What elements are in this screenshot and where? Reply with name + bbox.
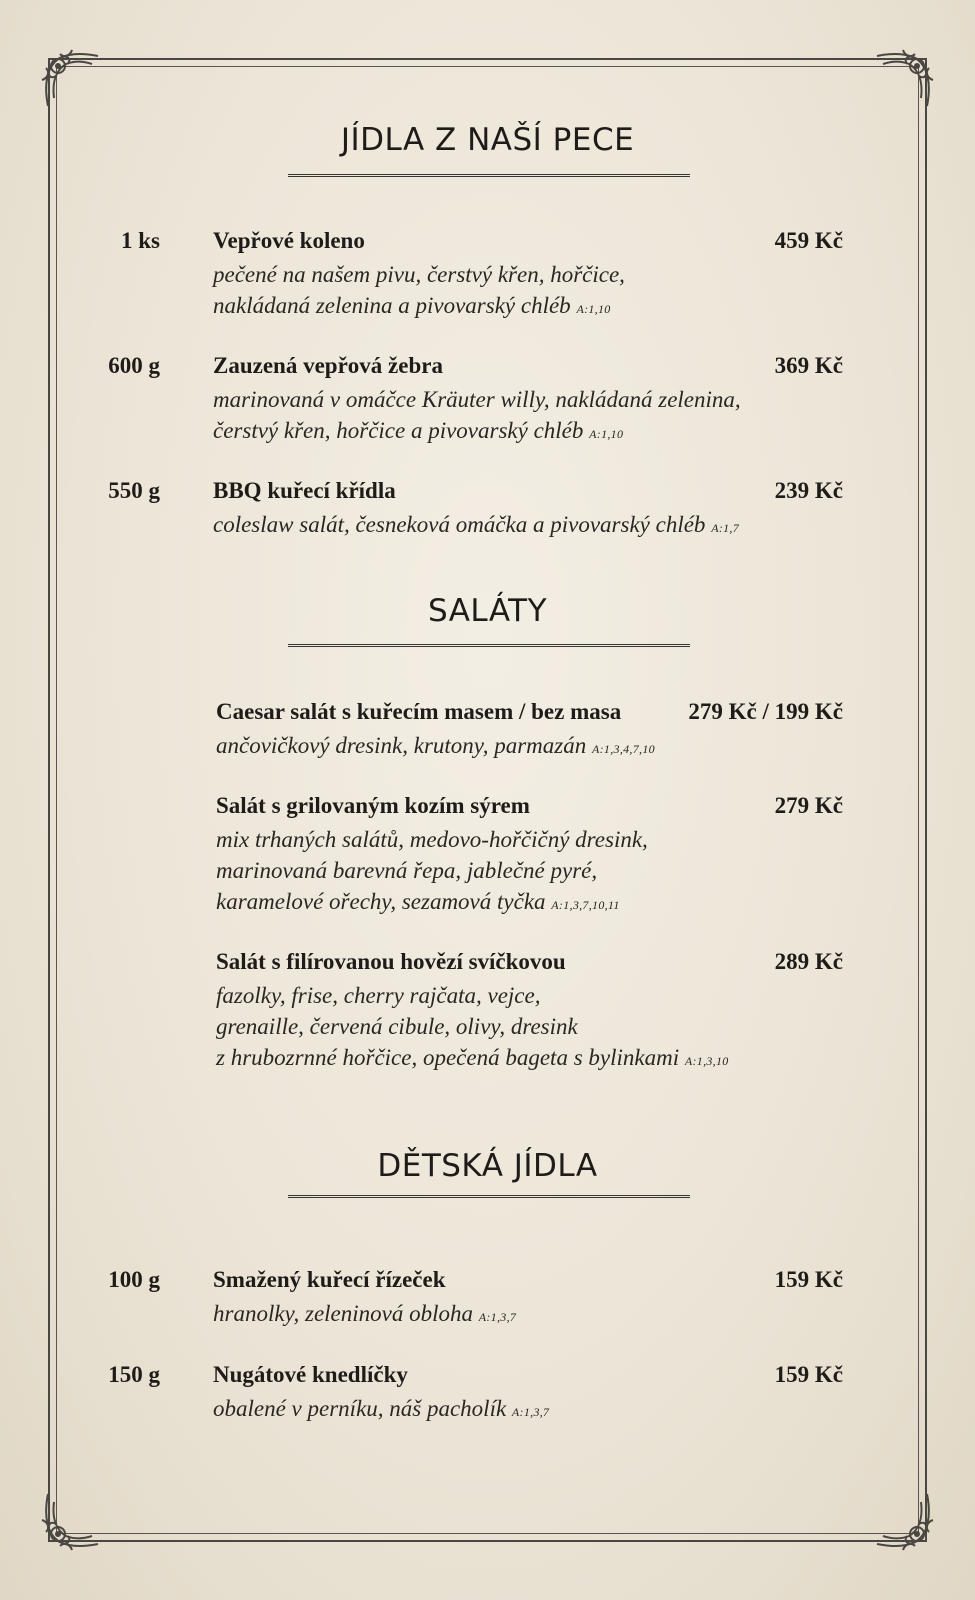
section-divider (288, 1195, 690, 1198)
item-allergens: A:1,3,7,10,11 (551, 898, 620, 912)
item-description-line: fazolky, frise, cherry rajčata, vejce, (216, 983, 541, 1008)
item-quantity: 550 g (108, 478, 160, 503)
item-name: Nugátové knedlíčky (213, 1362, 408, 1387)
item-description-line: marinovaná v omáčce Kräuter willy, nakládaná zelenina, (213, 387, 741, 412)
item-quantity: 150 g (108, 1362, 160, 1387)
section-title-oven: JÍDLA Z NAŠÍ PECE (340, 122, 635, 158)
item-description-line: karamelové ořechy, sezamová tyčka A:1,3,7,10,11 (216, 889, 620, 914)
item-price: 239 Kč (774, 478, 843, 503)
section-divider (288, 174, 690, 177)
item-description-line: ančovičkový dresink, krutony, parmazán A:1,3,4,7,10 (216, 733, 655, 758)
item-name: Salát s filírovanou hovězí svíčkovou (216, 949, 566, 974)
item-description-line: pečené na našem pivu, čerstvý křen, hořčice, (213, 262, 625, 287)
item-price: 279 Kč / 199 Kč (688, 699, 843, 724)
corner-ornament-icon (871, 46, 937, 112)
item-allergens: A:1,3,7 (478, 1310, 517, 1324)
corner-ornament-icon (38, 1488, 104, 1554)
item-quantity: 1 ks (121, 228, 160, 253)
item-allergens: A:1,3,7 (511, 1405, 550, 1419)
item-name: Vepřové koleno (213, 228, 365, 253)
item-price: 459 Kč (774, 228, 843, 253)
item-price: 289 Kč (774, 949, 843, 974)
item-description-line: mix trhaných salátů, medovo-hořčičný dresink, (216, 827, 648, 852)
item-name: Smažený kuřecí řízeček (213, 1267, 446, 1292)
item-description-line: marinovaná barevná řepa, jablečné pyré, (216, 858, 598, 883)
item-description-line: z hrubozrnné hořčice, opečená bageta s bylinkami A:1,3,10 (216, 1045, 729, 1070)
item-allergens: A:1,10 (576, 302, 611, 316)
item-name: Zauzená vepřová žebra (213, 353, 443, 378)
item-price: 279 Kč (774, 793, 843, 818)
item-quantity: 600 g (108, 353, 160, 378)
section-title-kids: DĚTSKÁ JÍDLA (377, 1148, 598, 1184)
item-description-line: grenaille, červená cibule, olivy, dresink (216, 1014, 578, 1039)
corner-ornament-icon (38, 46, 104, 112)
corner-ornament-icon (871, 1488, 937, 1554)
item-name: BBQ kuřecí křídla (213, 478, 396, 503)
item-description-line: coleslaw salát, česneková omáčka a pivovarský chléb A:1,7 (213, 512, 740, 537)
item-quantity: 100 g (108, 1267, 160, 1292)
item-name: Caesar salát s kuřecím masem / bez masa (216, 699, 622, 724)
item-allergens: A:1,3,10 (684, 1054, 729, 1068)
item-description-line: hranolky, zeleninová obloha A:1,3,7 (213, 1301, 517, 1326)
item-price: 159 Kč (774, 1362, 843, 1387)
item-price: 159 Kč (774, 1267, 843, 1292)
item-price: 369 Kč (774, 353, 843, 378)
item-description-line: čerstvý křen, hořčice a pivovarský chléb A:1,10 (213, 418, 624, 443)
item-description (213, 509, 739, 544)
section-title-salads: SALÁTY (427, 593, 548, 629)
item-description (216, 980, 729, 1077)
item-allergens: A:1,7 (711, 521, 740, 535)
item-description (213, 1393, 549, 1428)
item-allergens: A:1,3,4,7,10 (592, 742, 655, 756)
item-name: Salát s grilovaným kozím sýrem (216, 793, 530, 818)
item-description (216, 730, 655, 765)
item-description (213, 1298, 516, 1333)
item-description (216, 824, 648, 921)
section-divider (288, 644, 690, 647)
item-description (213, 259, 625, 325)
item-allergens: A:1,10 (589, 427, 624, 441)
item-description (213, 384, 741, 450)
item-description-line: obalené v perníku, náš pacholík A:1,3,7 (213, 1396, 550, 1421)
item-description-line: nakládaná zelenina a pivovarský chléb A:1,10 (213, 293, 611, 318)
